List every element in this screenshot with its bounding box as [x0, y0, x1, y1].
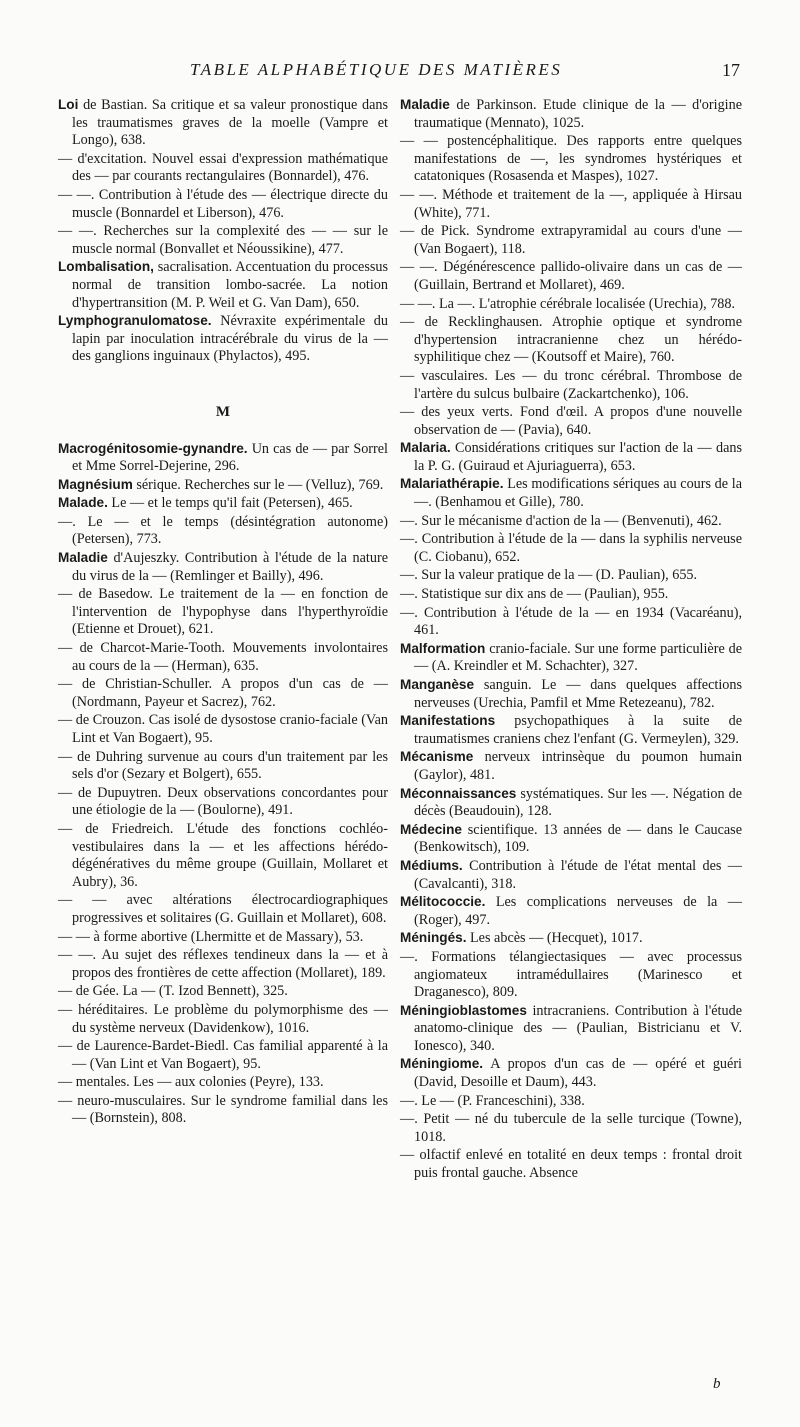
- entry-text: — vasculaires. Les — du tronc cérébral. Thrombose de l'artère du sulcus bulbaire (Zackartchenko), 106.: [400, 367, 742, 402]
- index-entry: [400, 403, 742, 439]
- index-entry: [58, 784, 388, 820]
- index-entry: [400, 821, 742, 857]
- index-entry: [58, 476, 388, 495]
- entry-text: — des yeux verts. Fond d'œil. A propos d'une nouvelle observation de — (Pavia), 640.: [400, 404, 742, 438]
- entry-text: A propos d'un cas de — opéré et guéri (David, Desoille et Daum), 443.: [414, 1056, 742, 1091]
- index-entry: [400, 712, 742, 748]
- index-entry: [400, 604, 742, 640]
- index-entry: [58, 494, 388, 513]
- index-entry: [58, 1073, 388, 1092]
- entry-headword: Méningiome.: [400, 1056, 484, 1072]
- entry-text: — olfactif enlevé en totalité en deux temps : frontal droit puis frontal gauche. Absence: [400, 1147, 742, 1182]
- entry-text: — — postencéphalitique. Des rapports entre quelques manifestations de —, les syndromes hystériques et catatoniques (Rosasenda et Maspes), 1027.: [400, 133, 742, 185]
- entry-text: —. Le — (P. Franceschini), 338.: [400, 1092, 585, 1109]
- index-entry: [400, 295, 742, 314]
- index-entry: [400, 857, 742, 893]
- entry-text: — mentales. Les — aux colonies (Peyre), 133.: [58, 1074, 324, 1091]
- entry-text: —. Le — et le temps (désintégration autonome) (Petersen), 773.: [58, 513, 388, 548]
- entry-headword: Malariathérapie.: [400, 476, 504, 492]
- entry-headword: Médiums.: [400, 857, 463, 873]
- entry-headword: Maladie: [400, 97, 450, 112]
- entry-text: — —. Au sujet des réflexes tendineux dans la — et à propos des frontières de cette affection (Mollaret), 189.: [58, 947, 388, 981]
- index-entry: [58, 312, 388, 366]
- entry-text: systématiques. Sur les —. Négation de décès (Beaudouin), 128.: [414, 785, 742, 820]
- index-entry: [400, 475, 742, 511]
- entry-text: —. Petit — né du tubercule de la selle turcique (Towne), 1018.: [400, 1111, 742, 1145]
- entry-text: — de Christian-Schuller. A propos d'un cas de — (Nordmann, Payeur et Sacrez), 762.: [58, 676, 388, 710]
- entry-text: — —. Dégénérescence pallido-olivaire dans un cas de — (Guillain, Bertrand et Mollaret), 469.: [400, 259, 742, 293]
- index-entry: [58, 928, 388, 947]
- entry-text: Un cas de — par Sorrel et Mme Sorrel-Dejerine, 296.: [72, 440, 388, 475]
- entry-text: —. Contribution à l'étude de la — en 1934 (Vacaréanu), 461.: [400, 604, 742, 639]
- index-entry: [400, 676, 742, 712]
- index-entry: [58, 639, 388, 675]
- entry-text: — neuro-musculaires. Sur le syndrome familial dans les — (Bornstein), 808.: [58, 1092, 388, 1127]
- entry-text: intracraniens. Contribution à l'étude anatomo-clinique des — (Paulian, Bistricianu et V. Ionesco), 340.: [414, 1002, 742, 1054]
- index-entry: [400, 1092, 742, 1111]
- entry-text: sérique. Recherches sur le — (Velluz), 769.: [132, 476, 384, 493]
- entry-text: d'Aujeszky. Contribution à l'étude de la nature du virus de la — (Remlinger et Bailly), 496.: [72, 550, 388, 584]
- index-entry: [58, 585, 388, 639]
- index-entry: [58, 549, 388, 585]
- index-entry: [400, 96, 742, 132]
- entry-text: sanguin. Le — dans quelques affections nerveuses (Urechia, Pamfil et Mme Retezeanu), 782.: [414, 677, 742, 711]
- index-entry: [58, 946, 388, 982]
- index-entry: [58, 258, 388, 312]
- entry-text: Contribution à l'étude de l'état mental des — (Cavalcanti), 318.: [414, 857, 742, 892]
- index-entry: [58, 820, 388, 891]
- entry-text: — — à forme abortive (Lhermitte et de Massary), 53.: [58, 928, 364, 945]
- left-column: [58, 96, 388, 1128]
- entry-text: — —. La —. L'atrophie cérébrale localisée (Urechia), 788.: [400, 295, 736, 312]
- entry-text: —. Sur la valeur pratique de la — (D. Paulian), 655.: [400, 567, 698, 584]
- index-entry: [400, 222, 742, 258]
- index-entry: [58, 1092, 388, 1128]
- index-entry: [58, 222, 388, 258]
- index-entry: [400, 929, 742, 948]
- entry-text: —. Formations télangiectasiques — avec processus angiomateux intramédullaires (Marinesco et Draganesco), 809.: [400, 948, 742, 1001]
- entry-text: — de Duhring survenue au cours d'un traitement par les sels d'or (Sezary et Bolgert), 655.: [58, 748, 388, 783]
- index-entry: [58, 1001, 388, 1037]
- index-entry: [58, 891, 388, 927]
- entry-headword: Maladie: [58, 550, 108, 566]
- entry-headword: Magnésium: [58, 476, 133, 492]
- entry-headword: Manifestations: [400, 713, 496, 729]
- entry-text: — —. Contribution à l'étude des — électrique directe du muscle (Bonnardel et Liberson), 476.: [58, 186, 388, 221]
- entry-text: sacralisation. Accentuation du processus normal de transition lombo-sacrée. La notion d'hypertransition (M. P. Weil et G. Van Dam), 650.: [72, 259, 388, 311]
- index-entry: [58, 513, 388, 549]
- index-entry: [58, 150, 388, 186]
- index-entry: [400, 313, 742, 367]
- entry-text: — de Dupuytren. Deux observations concordantes pour une étiologie de la — (Bouloгne), 491.: [58, 784, 388, 819]
- index-entry: [400, 1146, 742, 1182]
- entry-headword: Médecine: [400, 821, 462, 837]
- entry-text: Considérations critiques sur l'action de la — dans la P. G. (Guiraud et Ajuriaguerra), 653.: [414, 440, 742, 474]
- entry-headword: Lombalisation,: [58, 259, 154, 275]
- entry-text: — de Gée. La — (T. Izod Bennett), 325.: [58, 983, 288, 1000]
- index-entry: [400, 512, 742, 531]
- left-entries-before: [58, 96, 388, 366]
- entry-text: —. Sur le mécanisme d'action de la — (Benvenuti), 462.: [400, 512, 722, 529]
- index-entry: [400, 1002, 742, 1056]
- entry-text: — d'excitation. Nouvel essai d'expression mathématique des — par courants rectangulaires (Bonnardel), 476.: [58, 150, 388, 185]
- index-entry: [58, 711, 388, 747]
- entry-text: de Parkinson. Etude clinique de la — d'origine traumatique (Mennato), 1025.: [414, 97, 742, 131]
- entry-headword: Malade.: [58, 495, 108, 511]
- index-entry: [400, 585, 742, 604]
- entry-text: — —. Méthode et traitement de la —, appliquée à Hirsau (White), 771.: [400, 186, 742, 221]
- entry-text: Névraxite expérimentale du lapin par inoculation intracérébrale du virus de la — des ganglions inguinaux (Phylactos), 495.: [72, 313, 388, 365]
- entry-text: — de Friedreich. L'étude des fonctions cochléo-vestibulaires dans la — et les affections hérédo-dégénératives du même groupe (Guillain, Mollaret et Aubry), 36.: [58, 820, 388, 890]
- entry-text: — —. Recherches sur la complexité des — — sur le muscle normal (Bonvallet et Néoussikine), 477.: [58, 223, 388, 257]
- index-entry: [400, 367, 742, 403]
- entry-text: — de Charcot-Marie-Tooth. Mouvements involontaires au cours de la — (Herman), 635.: [58, 640, 388, 674]
- entry-text: Les complications nerveuses de la — (Roger), 497.: [414, 894, 742, 928]
- index-entry: [400, 530, 742, 566]
- entry-text: — de Pick. Syndrome extrapyramidal au cours d'une — (Van Bogaert), 118.: [400, 223, 742, 257]
- entry-headword: Malformation: [400, 640, 486, 656]
- index-entry: [400, 640, 742, 676]
- index-entry: [58, 675, 388, 711]
- entry-headword: Manganèse: [400, 677, 475, 692]
- index-entry: [58, 186, 388, 222]
- index-entry: [400, 785, 742, 821]
- entry-headword: Lymphogranulomatose.: [58, 313, 212, 329]
- entry-text: —. Contribution à l'étude de la — dans la syphilis nerveuse (C. Ciobanu), 652.: [400, 531, 742, 565]
- entry-headword: Macrogénitosomie-gynandre.: [58, 440, 248, 456]
- right-column: [400, 96, 742, 1183]
- page-title: TABLE ALPHABÉTIQUE DES MATIÈRES: [190, 60, 563, 79]
- entry-text: — de Laurence-Bardet-Biedl. Cas familial apparenté à la — (Van Lint et Van Bogaert), 95.: [58, 1038, 388, 1072]
- index-entry: [400, 1055, 742, 1091]
- right-entries: [400, 96, 742, 1183]
- entry-text: de Bastian. Sa critique et sa valeur pronostique dans les traumatismes graves de la moelle (Vampre et Longo), 638.: [72, 97, 388, 149]
- index-entry: [400, 893, 742, 929]
- index-entry: [58, 1037, 388, 1073]
- entry-headword: Méconnaissances: [400, 785, 517, 801]
- entry-text: Le — et le temps qu'il fait (Petersen), 465.: [107, 495, 353, 512]
- entry-text: — — avec altérations électrocardiographiques progressives et solitaires (G. Guillain et Mollaret), 608.: [58, 892, 388, 926]
- entry-text: — de Recklinghausen. Atrophie optique et syndrome d'hypertension intracranienne chez un hérédo-syphilitique chez — (Koutsoff et Maire), 760.: [400, 314, 742, 366]
- entry-text: psychopathiques à la suite de traumatismes craniens chez l'enfant (G. Vermeylen), 329.: [414, 713, 742, 747]
- entry-headword: Méningioblastomes: [400, 1002, 527, 1018]
- running-head: [0, 60, 800, 84]
- page-number: 17: [722, 60, 740, 80]
- signature-mark: b: [713, 1376, 721, 1392]
- index-entry: [400, 132, 742, 186]
- index-entry: [58, 96, 388, 150]
- index-entry: [58, 748, 388, 784]
- index-entry: [58, 440, 388, 476]
- entry-text: — héréditaires. Le problème du polymorphisme des — du système nerveux (Davidenkow), 1016.: [58, 1001, 388, 1036]
- index-entry: [400, 1110, 742, 1146]
- entry-text: — de Crouzon. Cas isolé de dysostose cranio-faciale (Van Lint et Van Bogaert), 95.: [58, 712, 388, 746]
- entry-text: scientifique. 13 années de — dans le Caucase (Benkowitsch), 109.: [414, 821, 742, 856]
- index-entry: [400, 258, 742, 294]
- entry-text: —. Statistique sur dix ans de — (Paulian), 955.: [400, 586, 669, 603]
- index-entry: [400, 186, 742, 222]
- index-entry: [400, 566, 742, 585]
- entry-text: cranio-faciale. Sur une forme particulière de — (A. Kreindler et M. Schachter), 327.: [414, 640, 742, 675]
- index-entry: [400, 748, 742, 784]
- index-entry: [400, 439, 742, 475]
- left-entries-after: [58, 440, 388, 1129]
- index-entry: [58, 982, 388, 1001]
- entry-headword: Méningés.: [400, 930, 467, 946]
- entry-headword: Malaria.: [400, 440, 451, 456]
- entry-headword: Mélitococcie.: [400, 894, 486, 910]
- entry-text: nerveux intrinsèque du poumon humain (Gaylor), 481.: [414, 749, 742, 783]
- entry-text: Les modifications sériques au cours de la —. (Benhamou et Gille), 780.: [414, 476, 742, 511]
- index-entry: [400, 948, 742, 1002]
- entry-text: — de Basedow. Le traitement de la — en fonction de l'intervention de l'hypophyse dans l'hyperthyroïdie (Etienne et Drouet), 621.: [58, 586, 388, 638]
- entry-headword: Mécanisme: [400, 749, 474, 765]
- section-letter: M: [215, 403, 231, 420]
- entry-headword: Loi: [58, 97, 79, 112]
- entry-text: Les abcès — (Hecquet), 1017.: [466, 930, 643, 947]
